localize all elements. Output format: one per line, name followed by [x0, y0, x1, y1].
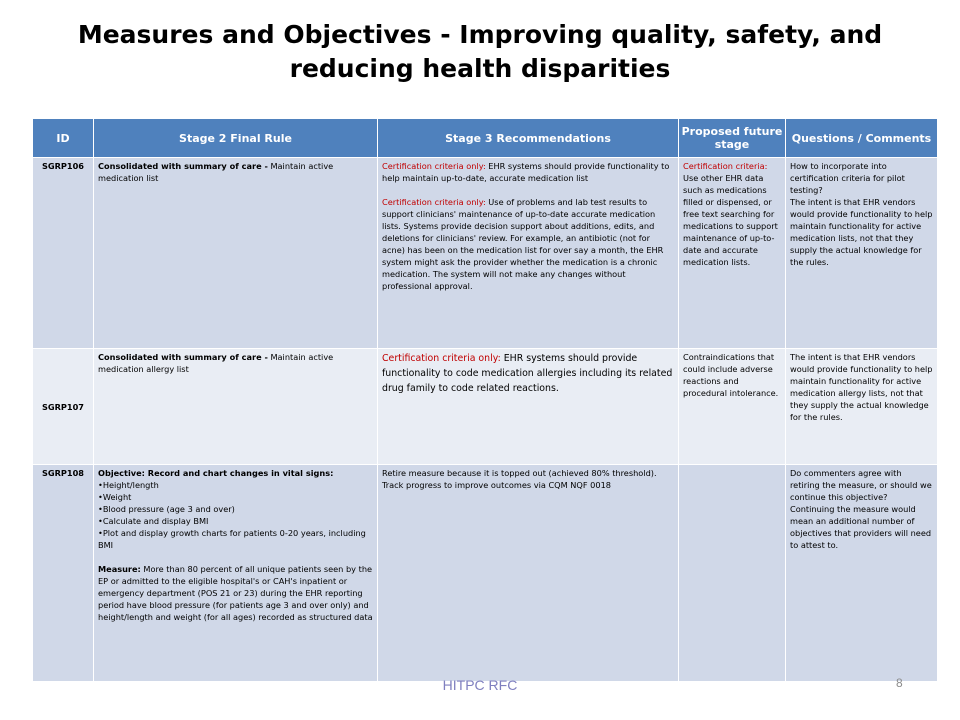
stage3-text: Retire measure because it is topped out (achieved 80% threshold). Track progress to improve outcomes via CQM NQF 0018	[382, 468, 657, 490]
comments-text: The intent is that EHR vendors would provide functionality to help maintain functionality for active medication allergy lists, not that they supply the actual knowledge for the rules.	[790, 352, 933, 422]
stage2-bold-text: Consolidated with summary of care -	[98, 352, 268, 362]
list-item: • Weight	[98, 491, 373, 503]
list-item: • Plot and display growth charts for patients 0-20 years, including BMI	[98, 527, 373, 551]
stage2-bold-text: Consolidated with summary of care -	[98, 161, 268, 171]
comments-text: Do commenters agree with retiring the measure, or should we continue this objective? Continuing the measure would mean an additional number of objectives that providers will need to attest to.	[790, 468, 932, 550]
list-item: • Blood pressure (age 3 and over)	[98, 503, 373, 515]
objective-heading: Objective: Record and chart changes in vital signs:	[98, 468, 334, 478]
header-comments: Questions / Comments	[786, 119, 938, 158]
measures-table-container	[32, 118, 937, 682]
certification-label: Certification criteria only:	[382, 197, 486, 207]
measure-text: More than 80 percent of all unique patients seen by the EP or admitted to the eligible hospital's or CAH's inpatient or emergency department (POS 21 or 23) during the EHR reporting period have blood pressure (for patients age 3 and over only) and height/length and weight (for all ages) recorded as structured data	[98, 564, 373, 622]
measures-table	[32, 118, 938, 682]
header-stage3: Stage 3 Recommendations	[378, 119, 679, 158]
row-id: SGRP108	[33, 465, 94, 682]
future-stage-cell	[679, 349, 786, 465]
stage3-paragraph	[382, 196, 674, 292]
stage2-text: Maintain active medication allergy list	[98, 352, 334, 374]
table-row	[33, 349, 938, 465]
stage3-cell	[378, 465, 679, 682]
stage3-text: Use of problems and lab test results to support clinicians' maintenance of up-to-date accurate medication lists. Systems provide decision support about additions, edits, and deletions for clinicians' review. For example, an antibiotic (not for acne) has been on the medication list for over say a month, the EHR system might ask the provider whether the medication is a chronic medication. The system will not make any changes without professional approval.	[382, 197, 664, 291]
page-number: 8	[896, 676, 903, 690]
future-stage-text: Use other EHR data such as medications filled or dispensed, or free text searching for medications to support maintenance of up-to-date and accurate medication lists.	[683, 173, 778, 267]
header-stage2: Stage 2 Final Rule	[94, 119, 378, 158]
comments-text: How to incorporate into certification criteria for pilot testing? The intent is that EHR vendors would provide functionality to help maintain functionality for active medication lists, not that they supply the actual knowledge for the rules.	[790, 161, 933, 267]
stage2-cell	[94, 158, 378, 349]
future-stage-cell	[679, 158, 786, 349]
future-stage-cell	[679, 465, 786, 682]
certification-label: Certification criteria only:	[382, 353, 501, 364]
certification-label: Certification criteria only:	[382, 161, 486, 171]
measure-paragraph	[98, 563, 373, 623]
stage3-text: EHR systems should provide functionality to help maintain up-to-date, accurate medication list	[382, 161, 670, 183]
measure-label: Measure:	[98, 564, 141, 574]
stage2-cell	[94, 465, 378, 682]
comments-cell	[786, 158, 938, 349]
future-stage-text: Contraindications that could include adverse reactions and procedural intolerance.	[683, 352, 779, 398]
stage2-text: Maintain active medication list	[98, 161, 334, 183]
table-row	[33, 158, 938, 349]
stage2-cell	[94, 349, 378, 465]
list-item: • Height/length	[98, 479, 373, 491]
stage3-text: EHR systems should provide functionality to code medication allergies including its related drug family to code related reactions.	[382, 353, 673, 394]
stage3-cell	[378, 158, 679, 349]
row-id: SGRP106	[33, 158, 94, 349]
list-item: • Calculate and display BMI	[98, 515, 373, 527]
table-header-row	[33, 119, 938, 158]
stage3-paragraph	[382, 160, 674, 184]
footer-text: HITPC RFC	[442, 677, 518, 693]
header-id: ID	[33, 119, 94, 158]
slide-title: Measures and Objectives - Improving quality, safety, and reducing health disparities	[77, 20, 883, 83]
comments-cell	[786, 465, 938, 682]
row-id: SGRP107	[33, 349, 94, 465]
stage3-cell	[378, 349, 679, 465]
header-future-stage: Proposed future stage	[679, 119, 786, 158]
table-row	[33, 465, 938, 682]
comments-cell	[786, 349, 938, 465]
vital-signs-list	[98, 479, 373, 551]
certification-label: Certification criteria:	[683, 161, 768, 171]
